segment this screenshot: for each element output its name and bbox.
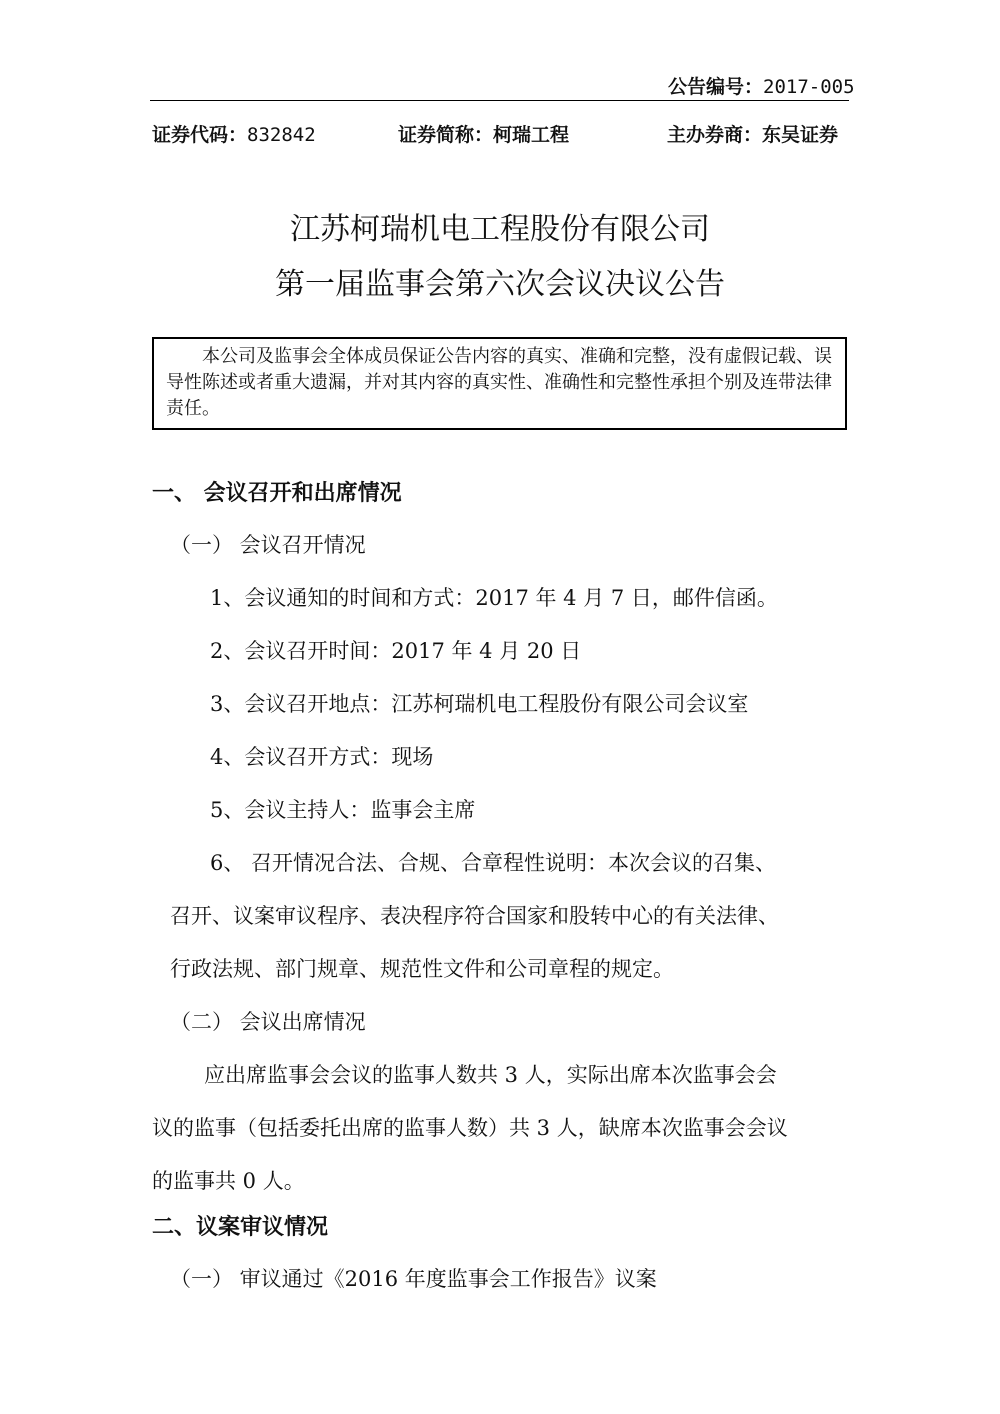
section2-heading: 二、议案审议情况 [152,1215,329,1240]
sponsor-broker-label: 主办券商： [667,124,763,146]
security-code-value: 832842 [247,124,316,146]
document-title-line1: 江苏柯瑞机电工程股份有限公司 [290,212,710,247]
notice-number-value: 2017-005 [763,76,855,98]
disclaimer-box [152,337,847,430]
notice-number [668,72,855,99]
document-title-line2: 第一届监事会第六次会议决议公告 [275,267,725,302]
item-legality-line3: 行政法规、部门规章、规范性文件和公司章程的规定。 [170,957,674,981]
section1-sub1: （一） 会议召开情况 [170,533,366,557]
security-code [152,120,316,147]
disclaimer-text: 本公司及监事会全体成员保证公告内容的真实、准确和完整，没有虚假记载、误导性陈述或者重大遗漏，并对其内容的真实性、准确性和完整性承担个别及连带法律责任。 [166,346,832,419]
item-legality-line1: 6、 召开情况合法、合规、合章程性说明：本次会议的召集、 [210,851,777,875]
item-legality-line2: 召开、议案审议程序、表决程序符合国家和股转中心的有关法律、 [170,904,779,928]
header-rule [150,100,849,101]
attendance-line3: 的监事共 0 人。 [152,1169,305,1193]
sponsor-broker-value: 东吴证券 [762,124,839,146]
security-short-label: 证券简称： [398,124,494,146]
attendance-line1: 应出席监事会会议的监事人数共 3 人，实际出席本次监事会会 [204,1063,777,1087]
section1-heading: 一、 会议召开和出席情况 [152,481,402,506]
notice-number-label: 公告编号： [668,76,764,98]
sponsor-broker [667,120,838,147]
item-meeting-place: 3、会议召开地点：江苏柯瑞机电工程股份有限公司会议室 [210,692,749,716]
section1-sub2: （二） 会议出席情况 [170,1010,366,1034]
item-notice-time: 1、会议通知的时间和方式：2017 年 4 月 7 日，邮件信函。 [210,586,778,610]
security-code-label: 证券代码： [152,124,248,146]
security-short-value: 柯瑞工程 [493,124,570,146]
attendance-line2: 议的监事（包括委托出席的监事人数）共 3 人，缺席本次监事会会议 [152,1116,788,1140]
item-meeting-host: 5、会议主持人：监事会主席 [210,798,476,822]
item-meeting-method: 4、会议召开方式：现场 [210,745,434,769]
item-meeting-time: 2、会议召开时间：2017 年 4 月 20 日 [210,639,582,663]
section2-sub1: （一） 审议通过《2016 年度监事会工作报告》议案 [170,1267,657,1291]
security-short-name [398,120,569,147]
